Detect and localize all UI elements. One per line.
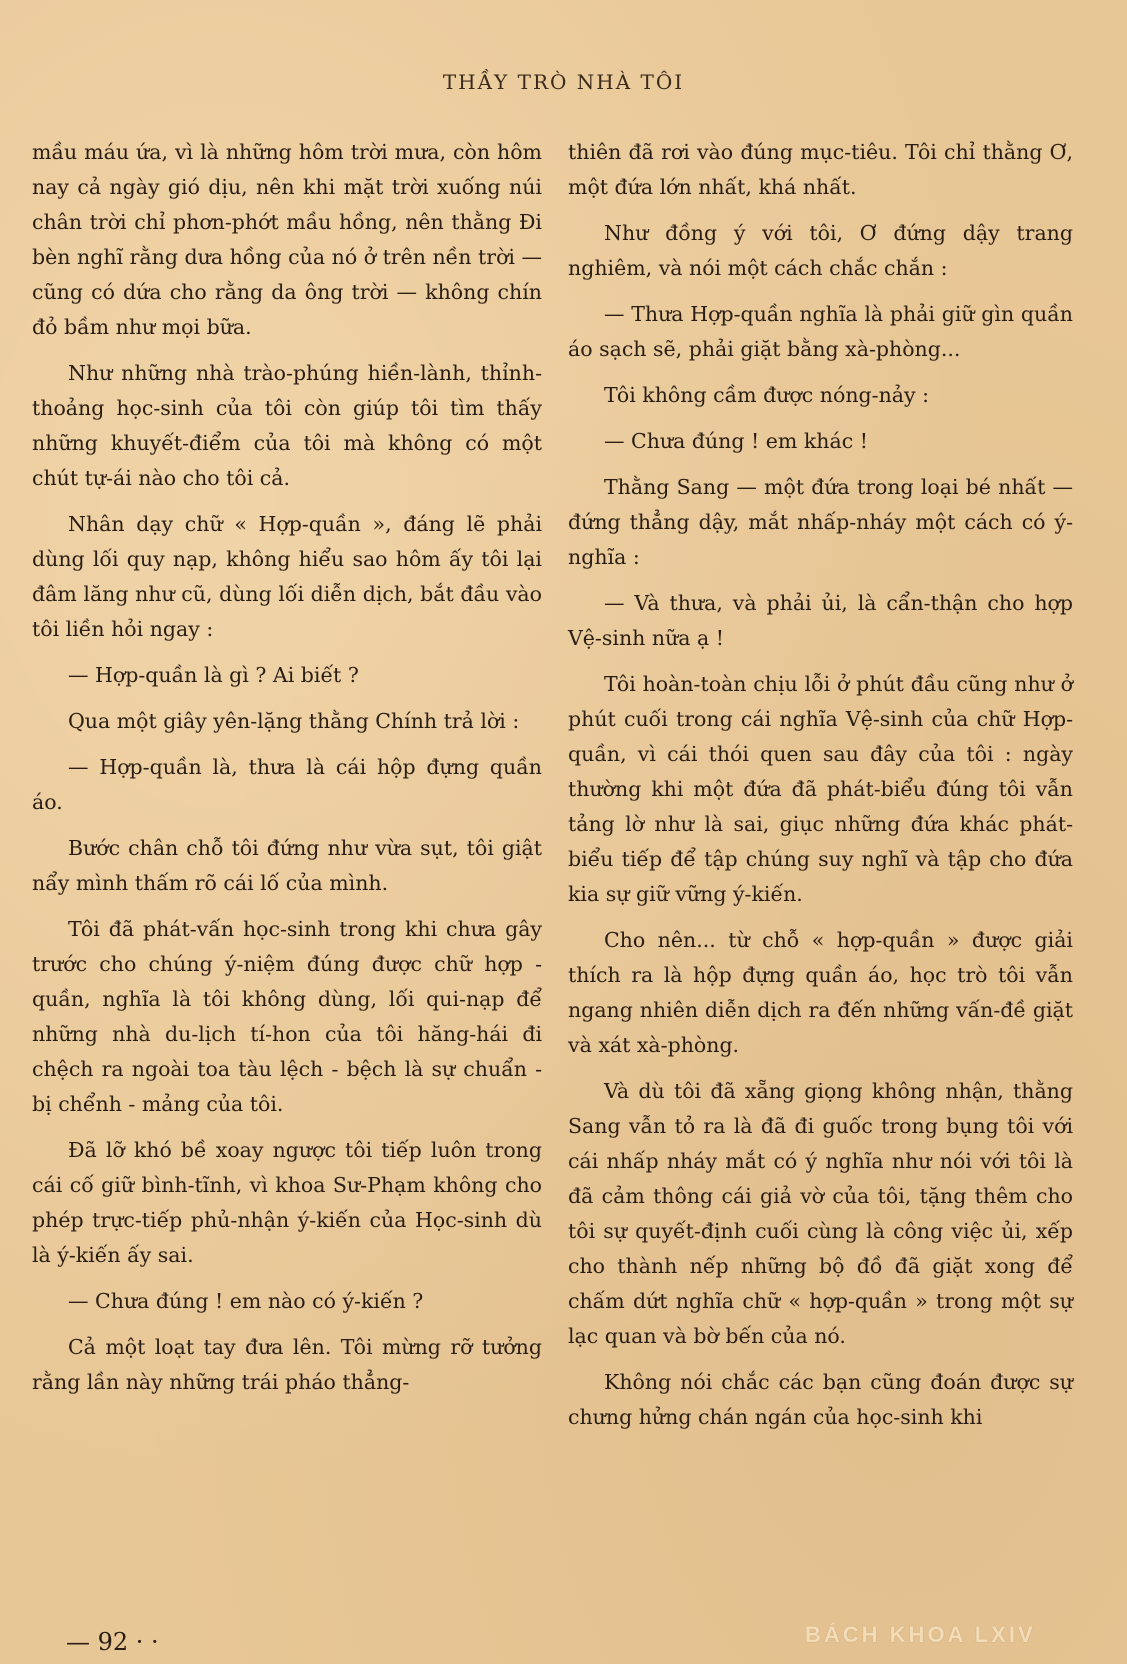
paragraph: Tôi hoàn-toàn chịu lỗi ở phút đầu cũng như ở phút cuối trong cái nghĩa Vệ-sinh của chữ Hợp-quần, vì cái thói quen sau đây của tôi : ngày thường khi một đứa đã phát-biểu đúng tôi vẫn tảng lờ như là sai, giục những đứa khác phát-biểu tiếp để tập chúng suy nghĩ và tập cho đứa kia sự giữ vững ý-kiến. [568,672,1073,906]
dialogue-line: — Chưa đúng ! em nào có ý-kiến ? [68,1289,424,1313]
paragraph: Bước chân chỗ tôi đứng như vừa sụt, tôi giật nẩy mình thấm rõ cái lố của mình. [32,836,542,895]
paragraph: Đã lỡ khó bề xoay ngược tôi tiếp luôn trong cái cố giữ bình-tĩnh, vì khoa Sư-Phạm không cho phép trực-tiếp phủ-nhận ý-kiến của Học-sinh dù là ý-kiến ấy sai. [32,1138,542,1267]
running-header: THẦY TRÒ NHÀ TÔI [442,70,685,94]
paragraph: Tôi đã phát-vấn học-sinh trong khi chưa gây trước cho chúng ý-niệm đúng được chữ hợp - quần, nghĩa là tôi không dùng, lối qui-nạp để những nhà du-lịch tí-hon của tôi hăng-hái đi chệch ra ngoài toa tàu lệch - bệch là sự chuẩn - bị chểnh - mảng của tôi. [32,917,542,1116]
paragraph: Nhân dạy chữ « Hợp-quần », đáng lẽ phải dùng lối quy nạp, không hiểu sao hôm ấy tôi lại đâm lăng như cũ, dùng lối diễn dịch, bắt đầu vào tôi liền hỏi ngay : [32,512,542,641]
paragraph: Như những nhà trào-phúng hiền-lành, thỉnh-thoảng học-sinh của tôi còn giúp tôi tìm thấy những khuyết-điểm của tôi mà không có một chút tự-ái nào cho tôi cả. [32,361,542,490]
page-number: — 92 · · [66,1628,159,1656]
paragraph: Không nói chắc các bạn cũng đoán được sự chưng hửng chán ngán của học-sinh khi [568,1370,1073,1429]
publication-name: BÁCH KHOA LXIV [805,1622,1036,1647]
paragraph: Và dù tôi đã xẵng giọng không nhận, thằng Sang vẫn tỏ ra là đã đi guốc trong bụng tôi với cái nhấp nháy mắt có ý nghĩa như nói với tôi là đã cảm thông cái giả vờ của tôi, tặng thêm cho tôi sự quyết-định cuối cùng là công việc ủi, xếp cho thành nếp những bộ đồ đã giặt xong để chấm dứt nghĩa chữ « hợp-quần » trong một sự lạc quan và bờ bến của nó. [568,1079,1073,1348]
dialogue-line: — Và thưa, và phải ủi, là cẩn-thận cho hợp Vệ-sinh nữa ạ ! [568,591,1073,650]
left-column [32,135,542,1411]
dialogue-line: — Hợp-quần là, thưa là cái hộp đựng quần áo. [32,755,542,814]
paragraph: Cho nên... từ chỗ « hợp-quần » được giải thích ra là hộp đựng quần áo, học trò tôi vẫn ngang nhiên diễn dịch ra đến những vấn-đề giặt và xát xà-phòng. [568,928,1073,1057]
dialogue-line: — Thưa Hợp-quần nghĩa là phải giữ gìn quần áo sạch sẽ, phải giặt bằng xà-phòng... [568,302,1073,361]
paragraph: Cả một loạt tay đưa lên. Tôi mừng rỡ tưởng rằng lần này những trái pháo thẳng- [32,1335,542,1394]
paragraph: Qua một giây yên-lặng thằng Chính trả lời : [68,709,520,733]
paragraph: mầu máu ứa, vì là những hôm trời mưa, còn hôm nay cả ngày gió dịu, nên khi mặt trời xuống núi chân trời chỉ phơn-phớt mầu hồng, nên thằng Đi bèn nghĩ rằng dưa hồng của nó ở trên nền trời — cũng có dứa cho rằng da ông trời — không chín đỏ bầm như mọi bữa. [32,140,542,339]
paragraph: Tôi không cầm được nóng-nảy : [604,383,929,407]
dialogue-line: — Chưa đúng ! em khác ! [604,429,868,453]
paragraph: Như đồng ý với tôi, Ơ đứng dậy trang nghiêm, và nói một cách chắc chắn : [568,221,1073,280]
paragraph: thiên đã rơi vào đúng mục-tiêu. Tôi chỉ thằng Ơ, một đứa lớn nhất, khá nhất. [568,140,1073,199]
dialogue-line: — Hợp-quần là gì ? Ai biết ? [68,663,359,687]
right-column [568,135,1073,1446]
paragraph: Thằng Sang — một đứa trong loại bé nhất — đứng thẳng dậy, mắt nhấp-nháy một cách có ý-nghĩa : [568,475,1073,569]
